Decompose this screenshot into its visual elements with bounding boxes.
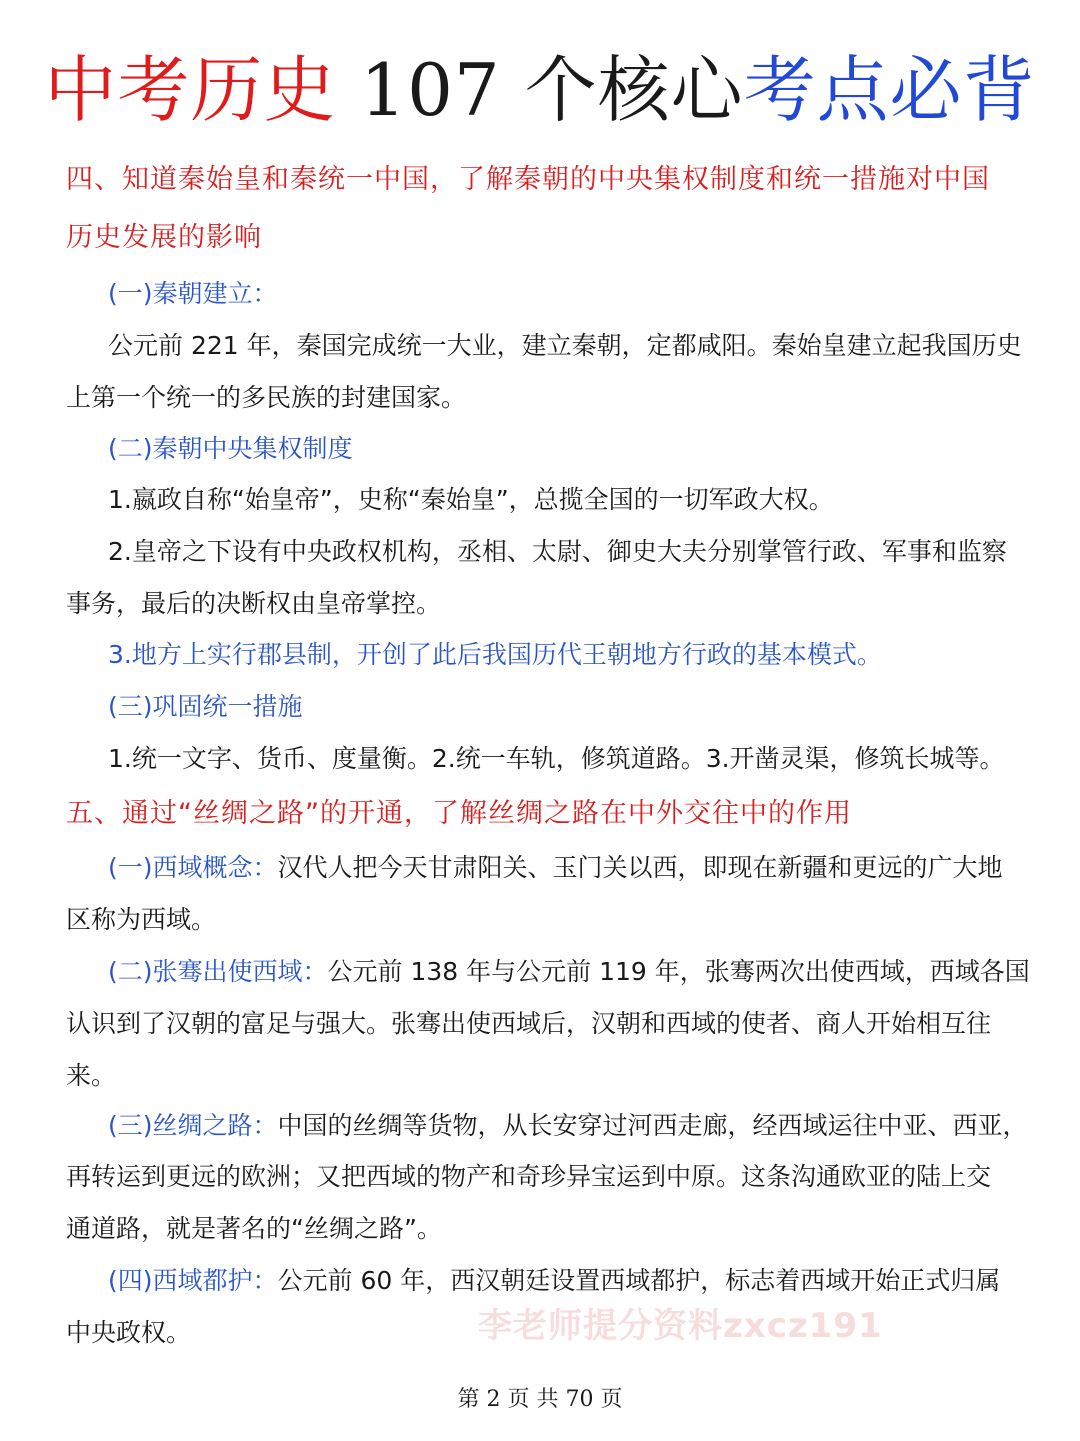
section4-sub1-line1: 公元前 221 年，秦国完成统一大业，建立秦朝，定都咸阳。秦始皇建立起我国历史 (108, 331, 1022, 360)
section5-sub1-label: (一)西域概念： (108, 853, 278, 882)
section4-sub1-line2: 上第一个统一的多民族的封建国家。 (66, 383, 467, 412)
section4-sub3-line: 1.统一文字、货币、度量衡。2.统一车轨，修筑道路。3.开凿灵渠，修筑长城等。 (108, 744, 1005, 773)
section4-sub2-item3: 3.地方上实行郡县制，开创了此后我国历代王朝地方行政的基本模式。 (108, 640, 882, 669)
page-title (0, 42, 1080, 138)
section5-sub3-line2: 再转运到更远的欧洲；又把西域的物产和奇珍异宝运到中原。这条沟通欧亚的陆上交 (66, 1162, 992, 1191)
section5-sub3-line1 (108, 1106, 1028, 1146)
section5-sub1-text: 汉代人把今天甘肃阳关、玉门关以西，即现在新疆和更远的广大地 (277, 853, 1003, 882)
section5-sub1-line2: 区称为西域。 (66, 905, 217, 934)
section5-sub1-line1 (108, 848, 1003, 888)
section4-heading-line1: 四、知道秦始皇和秦统一中国，了解秦朝的中央集权制度和统一措施对中国 (66, 164, 990, 195)
section5-sub2-line1 (108, 952, 1030, 992)
section5-heading: 五、通过“丝绸之路”的开通，了解丝绸之路在中外交往中的作用 (66, 798, 852, 829)
section5-sub4-line1 (108, 1261, 1000, 1301)
section5-sub3-line3: 通道路，就是著名的“丝绸之路”。 (66, 1214, 442, 1243)
watermark: 李老师提分资料zxcz191 (478, 1306, 883, 1346)
title-red-part: 中考历史 (44, 48, 337, 132)
section4-sub2-item2-line1: 2.皇帝之下设有中央政权机构，丞相、太尉、御史大夫分别掌管行政、军事和监察 (108, 537, 1007, 566)
section5-sub4-label: (四)西域都护： (108, 1266, 278, 1295)
section4-sub2-label: (二)秦朝中央集权制度 (108, 434, 353, 463)
section4-heading-line2: 历史发展的影响 (66, 222, 262, 253)
section5-sub3-label: (三)丝绸之路： (108, 1111, 278, 1140)
section4-sub2-item1: 1.嬴政自称“始皇帝”，史称“秦始皇”，总揽全国的一切军政大权。 (108, 485, 834, 514)
section5-sub2-line2: 认识到了汉朝的富足与强大。张骞出使西域后，汉朝和西域的使者、商人开始相互往 (66, 1009, 992, 1038)
title-blue-part: 考点必背 (743, 48, 1036, 132)
section5-sub4-text: 公元前 60 年，西汉朝廷设置西域都护，标志着西域开始正式归属 (277, 1266, 1001, 1295)
section5-sub3-text: 中国的丝绸等货物，从长安穿过河西走廊，经西域运往中亚、西亚， (277, 1111, 1028, 1140)
section4-sub2-item2-line2: 事务，最后的决断权由皇帝掌控。 (66, 589, 442, 618)
section4-sub3-label: (三)巩固统一措施 (108, 692, 303, 721)
title-black-part: 107 个核心 (336, 48, 744, 132)
section5-sub2-label: (二)张骞出使西域： (108, 957, 328, 986)
section4-sub1-label: (一)秦朝建立： (108, 279, 278, 308)
page-footer: 第 2 页 共 70 页 (457, 1387, 623, 1412)
section5-sub4-line2: 中央政权。 (66, 1318, 192, 1347)
section5-sub2-text: 公元前 138 年与公元前 119 年，张骞两次出使西域，西域各国 (327, 957, 1030, 986)
section5-sub2-line3: 来。 (66, 1061, 117, 1090)
